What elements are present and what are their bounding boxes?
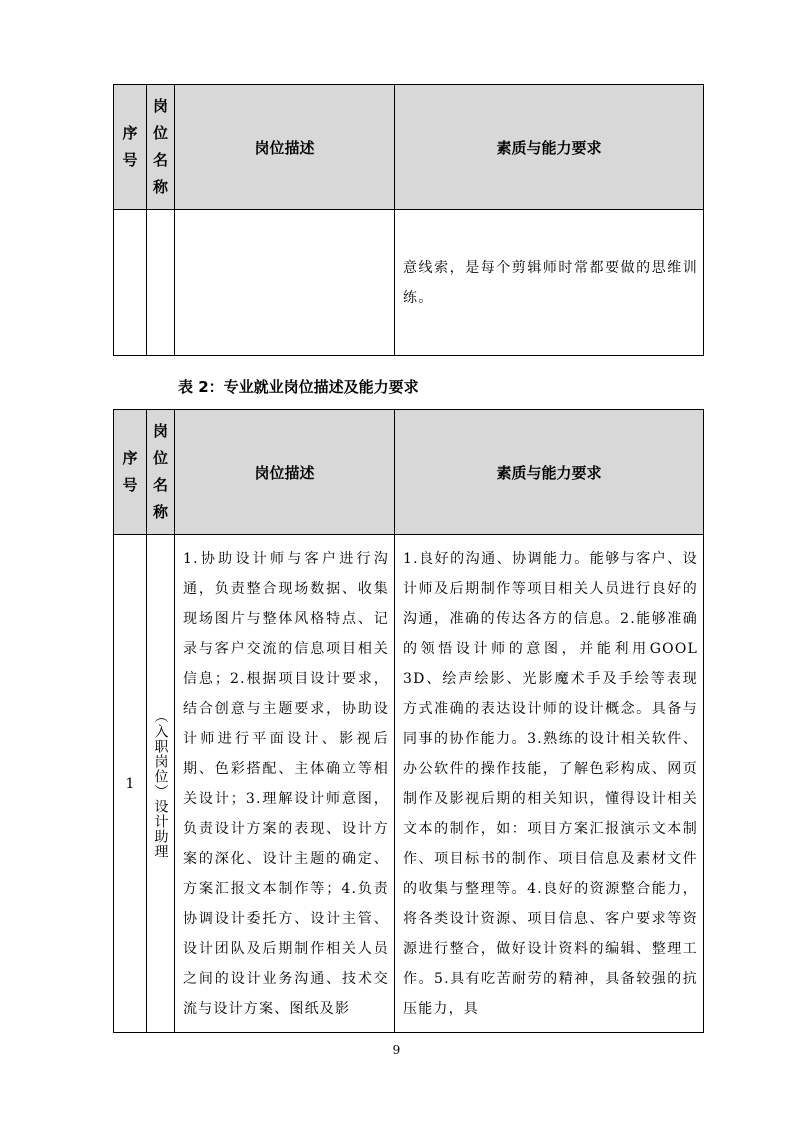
header-seq: 序号 [114,410,147,535]
table-header-row [114,85,704,210]
continuation-table [113,84,704,356]
job-name-text: （入职岗位）设计助理 [152,708,169,859]
header-job-name: 岗位名称 [147,85,175,210]
cell-job-description [175,535,395,1033]
cell-job-name [147,535,175,1033]
job-requirements-table [113,409,704,1033]
table-row [114,210,704,356]
table-header-row [114,410,704,535]
table-row [114,535,704,1033]
header-requirements: 素质与能力要求 [395,85,704,210]
cell-job-description [175,210,395,356]
job-description-text: 1.协助设计师与客户进行沟通，负责整合现场数据、收集现场图片与整体风格特点、记录与客户交流的信息项目相关信息；2.根据项目设计要求，结合创意与主题要求，协助设计师进行平面设计、影视后期、色彩搭配、主体确立等相关设计；3.理解设计师意图，负责设计方案的表现、设计方案的深化、设计主题的确定、方案汇报文本制作等；4.负责协调设计委托方、设计主管、设计团队及后期制作相关人员之间的设计业务沟通、技术交流与设计方案、图纸及影 [183,550,389,1017]
header-job-name: 岗位名称 [147,410,175,535]
requirements-text: 意线索，是每个剪辑师时常都要做的思维训练。 [403,259,698,306]
header-seq: 序号 [114,85,147,210]
requirements-text: 1.良好的沟通、协调能力。能够与客户、设计师及后期制作等项目相关人员进行良好的沟通，准确的传达各方的信息。2.能够准确的领悟设计师的意图，并能利用GOOL 3D、绘声绘影、光影魔术手及手绘等表现方式准确的表达设计师的设计概念。具备与同事的协作能力。3.熟练的设计相关软件、办公软件的操作技能，了解色彩构成、网页制作及影视后期的相关知识，懂得设计相关文本的制作，如：项目方案汇报演示文本制作、项目标书的制作、项目信息及素材文件的收集与整理等。4.良好的资源整合能力，将各类设计资源、项目信息、客户要求等资源进行整合，做好设计资料的编辑、整理工作。5.具有吃苦耐劳的精神，具备较强的抗压能力，具 [403,550,698,1017]
cell-seq: 1 [114,535,147,1033]
table-caption: 表 2：专业就业岗位描述及能力要求 [178,378,419,396]
header-job-description: 岗位描述 [175,410,395,535]
page-number: 9 [392,1043,401,1057]
cell-seq [114,210,147,356]
header-job-description: 岗位描述 [175,85,395,210]
cell-job-name [147,210,175,356]
cell-requirements [395,210,704,356]
cell-requirements [395,535,704,1033]
header-requirements: 素质与能力要求 [395,410,704,535]
